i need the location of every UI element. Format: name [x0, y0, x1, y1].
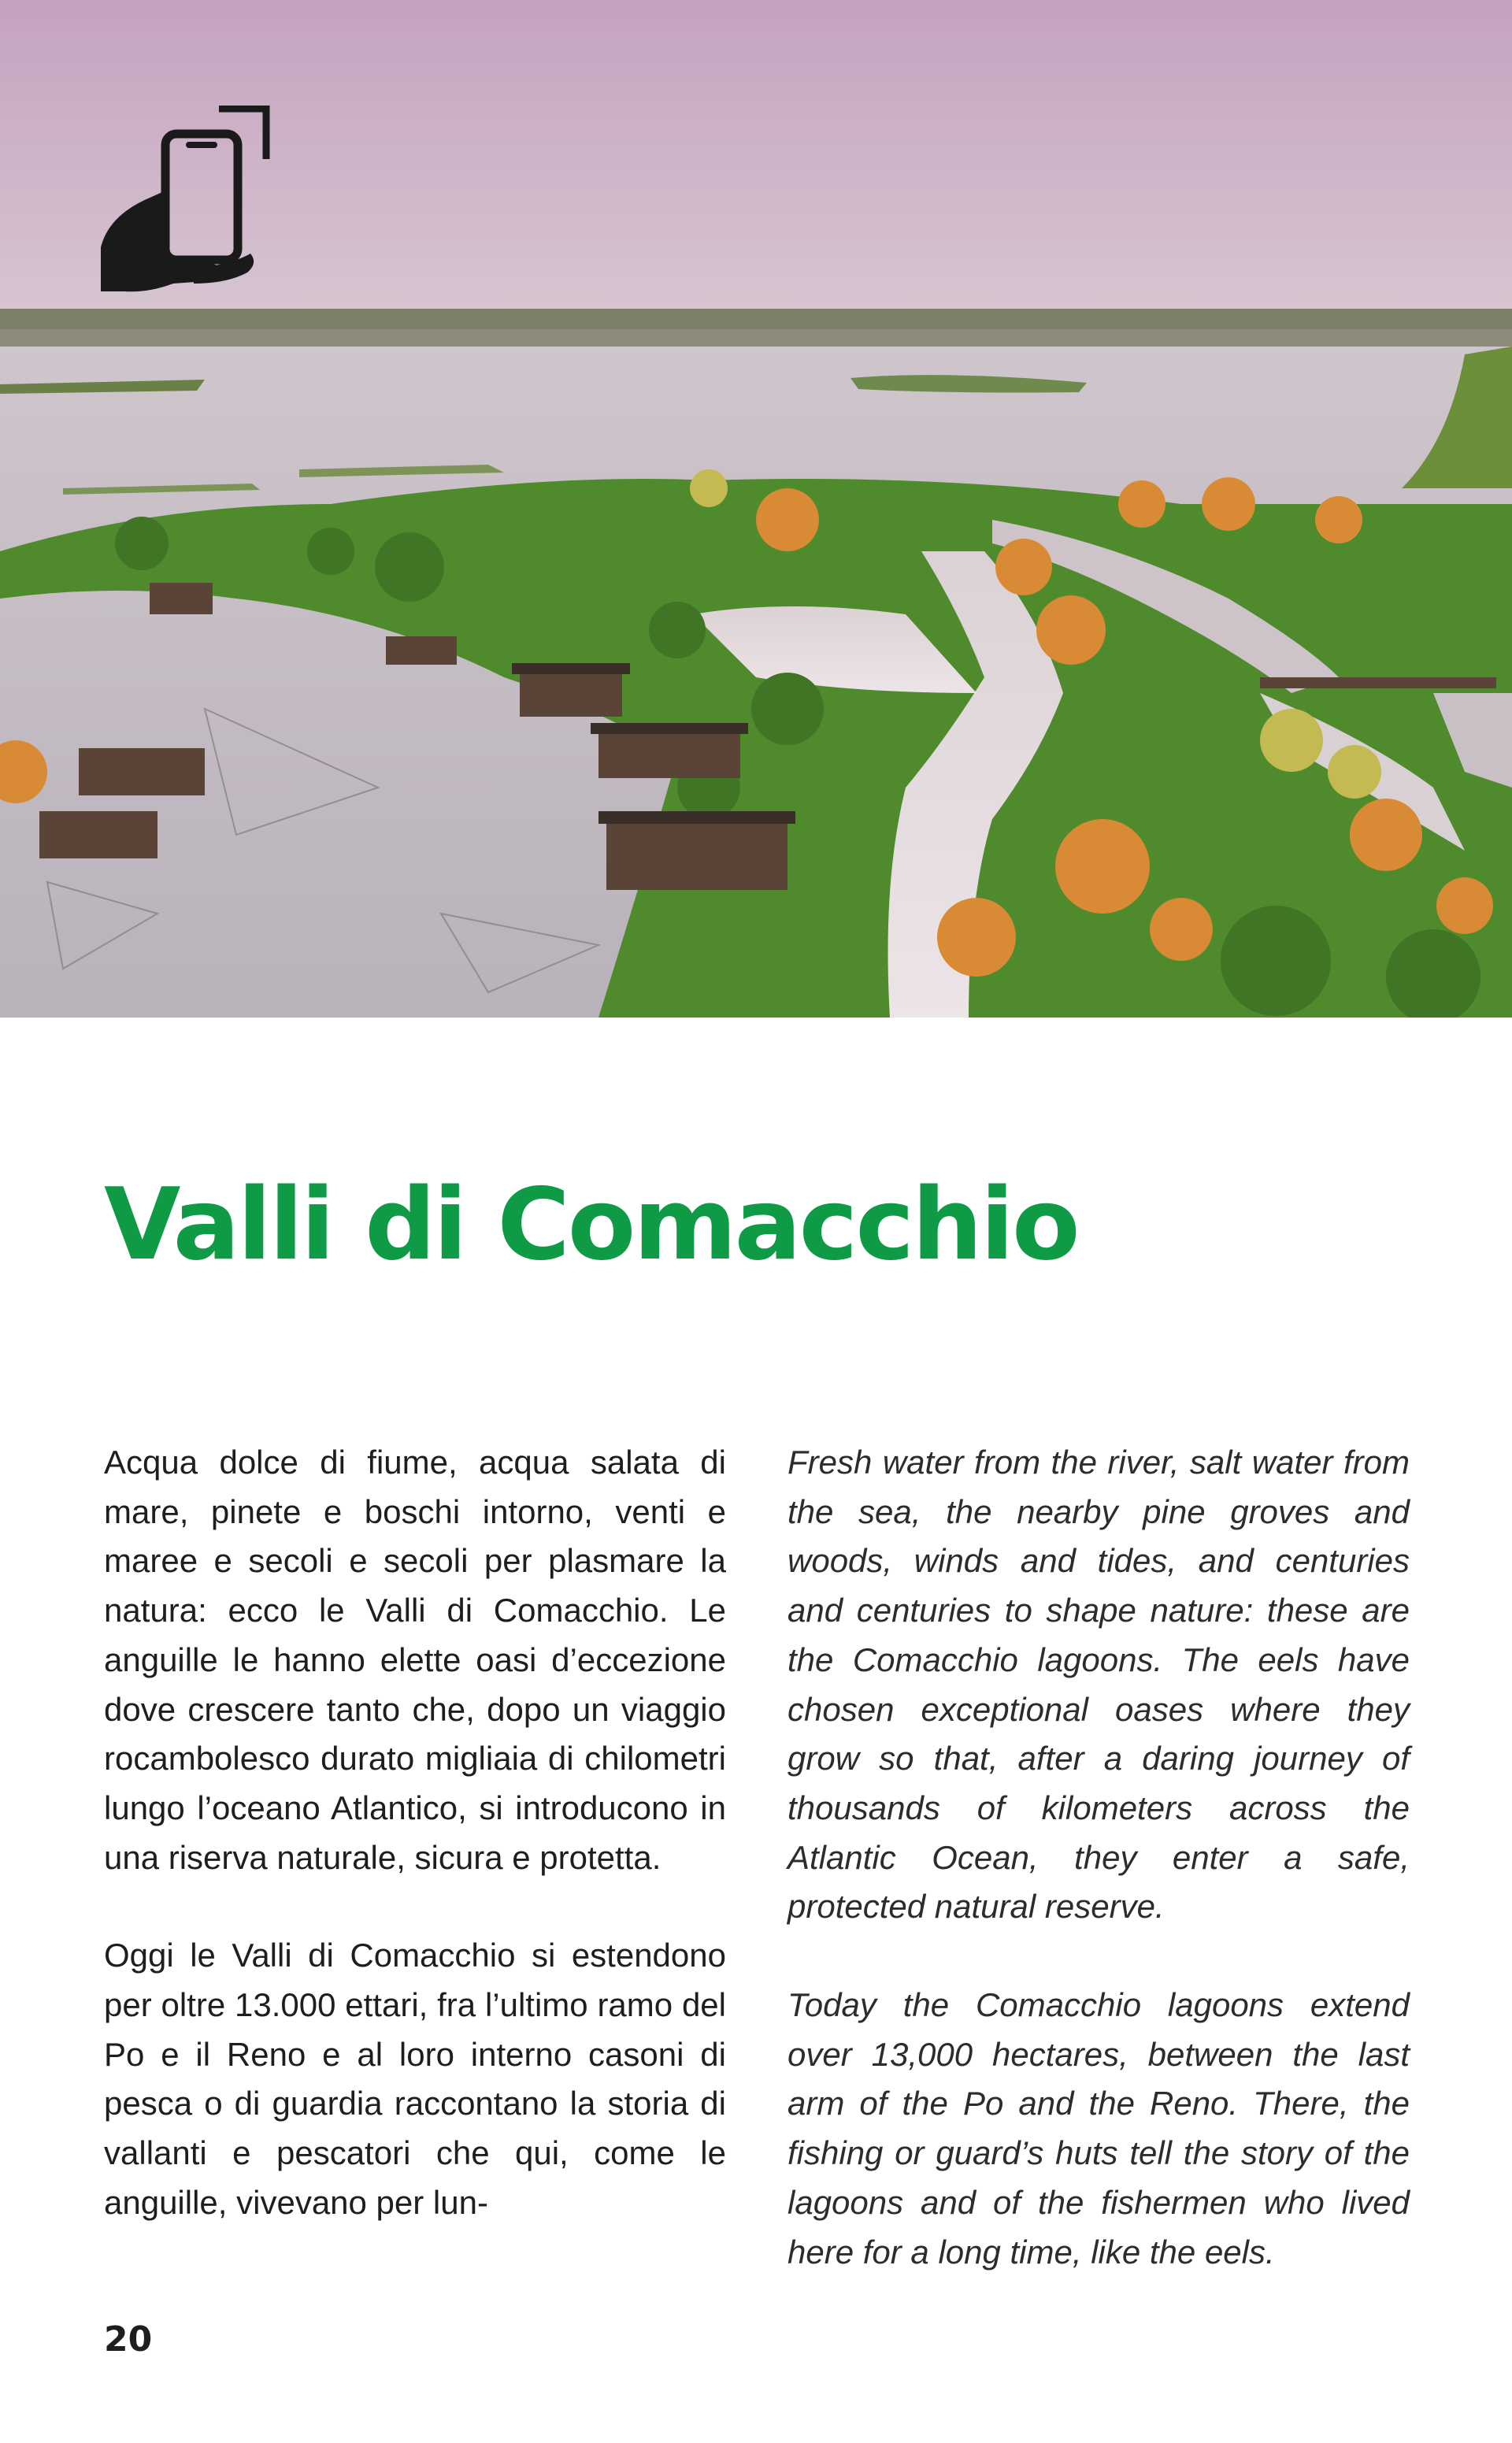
italian-paragraph-1: Acqua dolce di fiume, acqua salata di mare, pinete e boschi intorno, venti e maree e secoli e secoli per plasmare la natura: ecco le Valli di Comacchio. Le anguille le hanno elette oasi d’eccezione dove crescere tanto che, dopo un viaggio rocambolesco durato migliaia di chilometri lungo l’oceano Atlantico, si introducono in una riserva naturale, sicura e protetta.	[104, 1444, 726, 1876]
hero-photo	[0, 0, 1512, 1018]
phone-hand-icon	[101, 106, 272, 299]
english-paragraph-1: Fresh water from the river, salt water from the sea, the nearby pine groves and woods, winds and tides, and centuries and centuries to shape nature: these are the Comacchio lagoons. The eels have chosen exceptional oases where they grow so that, after a daring journey of thousands of kilometers across the Atlantic Ocean, they enter a safe, protected natural reserve.	[788, 1444, 1410, 1926]
english-column	[788, 1438, 1410, 2326]
italian-column	[104, 1438, 726, 2277]
page-number: 20	[104, 2319, 153, 2360]
italian-paragraph-2: Oggi le Valli di Comacchio si estendono per oltre 13.000 ettari, fra l’ultimo ramo del Po e il Reno e al loro interno casoni di pesca o di guardia raccontano la storia di vallanti e pescatori che qui, come le anguille, vivevano per lun-	[104, 1937, 726, 2221]
page-title: Valli di Comacchio	[104, 1166, 1078, 1282]
english-paragraph-2: Today the Comacchio lagoons extend over 13,000 hectares, between the last arm of the Po and the Reno. There, the fishing or guard’s huts tell the story of the lagoons and of the fishermen who lived here for a long time, like the eels.	[788, 1986, 1410, 2271]
